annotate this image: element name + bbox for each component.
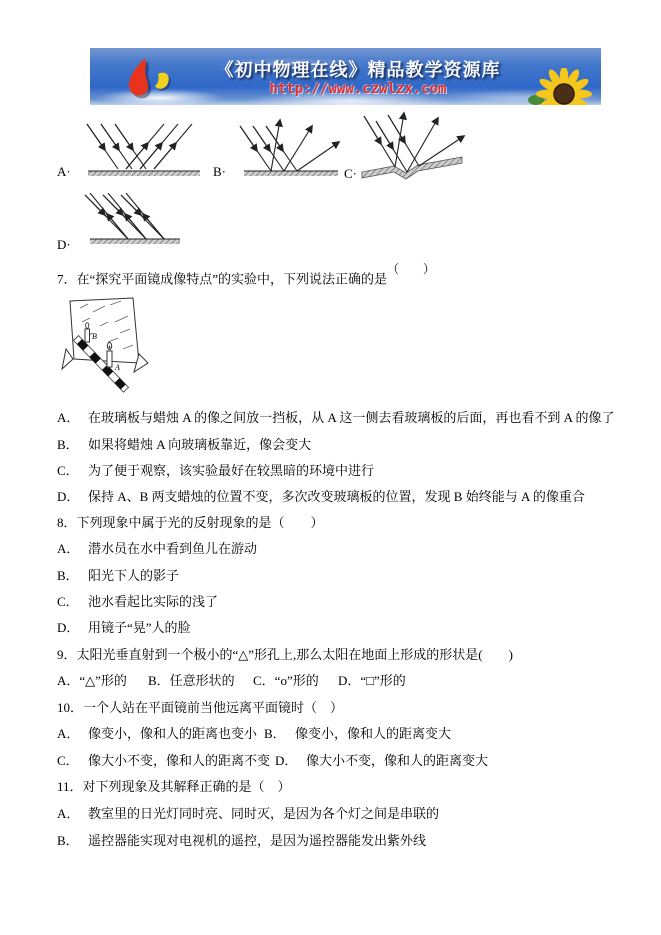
sunflower-icon <box>528 68 600 105</box>
q9-option-c <box>253 672 319 689</box>
option-text: 池水看起比实际的浅了 <box>88 594 219 609</box>
ray-diagram-b <box>236 116 344 179</box>
ray-diagram-d <box>80 193 185 247</box>
option-letter: B． <box>264 726 286 741</box>
reflected-rays <box>126 124 192 169</box>
option-letter: D． <box>338 673 361 688</box>
option-text: 在玻璃板与蜡烛 A 的像之间放一挡板，从 A 这一侧去看玻璃板的后面，再也看不到 A 的像了 <box>88 410 615 425</box>
banner-url-link[interactable]: http://www.czwlzx.com <box>269 81 447 97</box>
option-text: 保持 A、B 两支蜡烛的位置不变，多次改变玻璃板的位置，发现 B 始终能与 A 的像重合 <box>88 489 585 504</box>
q10-option-d <box>275 752 488 769</box>
option-letter: B． <box>57 833 79 848</box>
q7-answer-blank: （ ） <box>387 262 436 276</box>
rough-surface <box>362 157 462 179</box>
q8-stem: 8．下列现象中属于光的反射现象的是（ ） <box>57 515 324 530</box>
option-text: 用镜子“晃”人的脸 <box>88 620 191 635</box>
option-letter: A． <box>57 410 80 425</box>
candle-a <box>107 342 112 367</box>
option-letter: C． <box>57 753 79 768</box>
ray-option-label-b: B· <box>213 164 226 179</box>
site-logo-icon <box>120 52 180 102</box>
q8-option-b <box>57 567 179 584</box>
option-letter: A． <box>57 726 80 741</box>
option-letter: C． <box>57 594 79 609</box>
incident-rays <box>87 124 146 169</box>
site-banner <box>90 48 601 105</box>
option-text: 像大小不变，像和人的距离不变 <box>88 753 271 768</box>
option-letter: B． <box>57 437 79 452</box>
q7-option-b <box>57 436 311 453</box>
option-text: 潜水员在水中看到鱼儿在游动 <box>88 541 258 556</box>
q7-option-d <box>57 488 585 505</box>
incident-rays <box>364 115 419 172</box>
q10-stem: 10．一个人站在平面镜前当他远离平面镜时（ ） <box>57 700 344 715</box>
q11-stem: 11．对下列现象及其解释正确的是（ ） <box>57 779 291 794</box>
option-letter: D． <box>275 753 298 768</box>
q9-stem: 9．太阳光垂直射到一个极小的“△”形孔上,那么太阳在地面上形成的形状是( ) <box>57 647 513 662</box>
option-text: 遥控器能实现对电视机的遥控，是因为遥控器能发出紫外线 <box>88 833 427 848</box>
q8-option-c <box>57 593 218 610</box>
q7-stem <box>57 262 436 287</box>
option-text: 为了便于观察，该实验最好在较黑暗的环境中进行 <box>88 463 375 478</box>
option-text: 像大小不变，像和人的距离变大 <box>306 753 489 768</box>
candle-b-label: B <box>92 332 97 341</box>
ray-diagram-c <box>356 110 468 184</box>
ray-option-label-d: D· <box>57 237 71 252</box>
option-text: “△”形的 <box>79 673 127 688</box>
q10-option-a <box>57 725 257 742</box>
option-letter: D． <box>57 489 80 504</box>
option-letter: C． <box>57 463 79 478</box>
retro-reflected-rays <box>85 193 164 239</box>
option-text: 任意形状的 <box>169 673 235 688</box>
q8-option-d <box>57 619 191 636</box>
q10-option-c <box>57 752 270 769</box>
q7-option-c <box>57 462 374 479</box>
option-text: 像变小，像和人的距离变大 <box>295 726 452 741</box>
option-letter: D． <box>57 620 80 635</box>
option-letter: A． <box>57 541 80 556</box>
option-text: “o”形的 <box>274 673 319 688</box>
ray-option-label-a: A· <box>57 164 71 179</box>
scattered-reflected-rays <box>271 120 339 171</box>
q9-option-b <box>148 672 235 689</box>
option-letter: B． <box>148 673 170 688</box>
q9-option-d <box>338 672 406 689</box>
q7-experiment-figure <box>60 292 155 397</box>
left-stand-foot <box>62 349 73 369</box>
option-letter: A． <box>57 673 80 688</box>
option-text: “□”形的 <box>360 673 406 688</box>
mirror-surface <box>88 171 200 176</box>
q10-option-b <box>264 725 451 742</box>
option-letter: B． <box>57 568 79 583</box>
q7-option-a <box>57 409 615 426</box>
mirror-surface <box>244 171 338 176</box>
ray-diagram-a <box>78 116 205 179</box>
q8-option-a <box>57 540 257 557</box>
candle-a-label: A <box>115 363 120 372</box>
q11-option-b <box>57 832 426 849</box>
option-text: 像变小，像和人的距离也变小 <box>88 726 258 741</box>
q9-option-a <box>57 672 127 689</box>
q11-option-a <box>57 805 439 822</box>
mirror-surface <box>90 239 180 244</box>
option-text: 如果将蜡烛 A 向玻璃板靠近，像会变大 <box>88 437 312 452</box>
banner-title: 《初中物理在线》精品教学资源库 <box>215 60 501 80</box>
option-letter: A． <box>57 806 80 821</box>
q7-stem-text: 7．在“探究平面镜成像特点”的实验中，下列说法正确的是 <box>57 271 388 287</box>
option-letter: C． <box>253 673 275 688</box>
ray-option-label-c: C· <box>344 166 357 181</box>
option-text: 教室里的日光灯同时亮、同时灭，是因为各个灯之间是串联的 <box>88 806 440 821</box>
option-text: 阳光下人的影子 <box>88 568 180 583</box>
